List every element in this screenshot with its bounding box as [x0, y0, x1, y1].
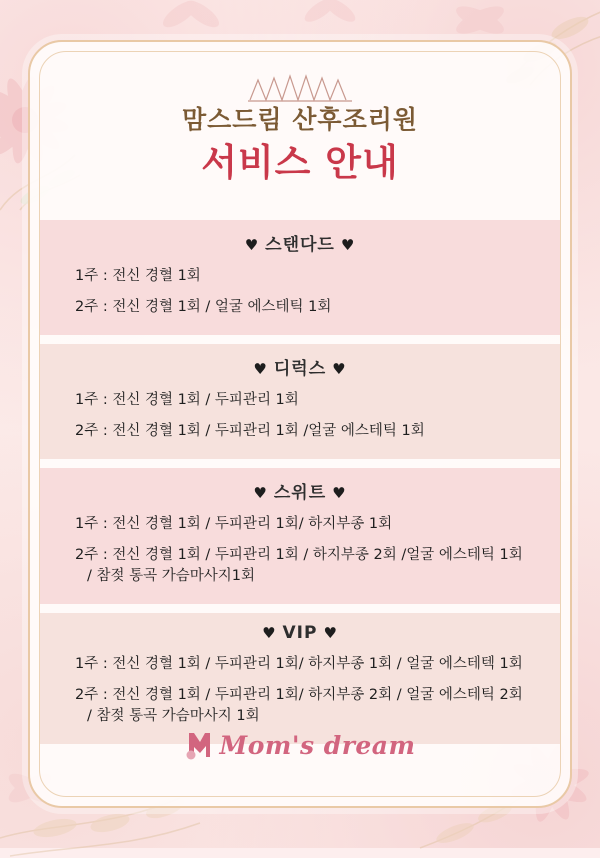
line-text: 2주 : 전신 경혈 1회 / 두피관리 1회 /얼굴 에스테틱 1회 — [75, 423, 425, 440]
section-vip-title — [40, 623, 560, 643]
line-text: 1주 : 전신 경혈 1회 / 두피관리 1회/ 하지부종 1회 — [75, 516, 393, 533]
section-title-text: VIP — [282, 623, 318, 644]
list-item — [40, 680, 560, 732]
heart-icon: ♥ — [340, 236, 356, 254]
logo-text: Mom's dream — [219, 730, 416, 760]
section-title-text: 디럭스 — [273, 359, 327, 380]
section-sweet-title — [40, 478, 560, 503]
page-title-block — [30, 104, 570, 186]
section-sweet — [40, 468, 560, 604]
service-card — [28, 40, 572, 808]
subtitle: 맘스드림 산후조리원 — [181, 105, 419, 134]
line-text: 1주 : 전신 경혈 1회 / 두피관리 1회 — [75, 392, 299, 409]
list-item — [40, 292, 560, 323]
heart-icon: ♥ — [253, 484, 268, 503]
heart-icon: ♥ — [253, 360, 268, 379]
crown-icon — [240, 70, 360, 104]
list-item — [40, 416, 560, 447]
heart-icon: ♥ — [323, 624, 338, 643]
heart-icon: ♥ — [244, 236, 260, 254]
line-text: 2주 : 전신 경혈 1회 / 두피관리 1회/ 하지부종 2회 / 얼굴 에스테틱 2회 — [75, 687, 523, 704]
page-title: 서비스 안내 — [201, 141, 399, 185]
list-item — [40, 261, 560, 292]
line-continuation: / 참젖 통곡 가슴마사지 1회 — [87, 708, 260, 725]
line-text: 1주 : 전신 경혈 1회 — [75, 268, 201, 284]
list-item — [40, 540, 560, 592]
line-continuation: / 참젖 통곡 가슴마사지1회 — [87, 568, 256, 585]
section-title-text: 스위트 — [273, 483, 327, 504]
list-item — [40, 385, 560, 416]
section-title-text: 스탠다드 — [265, 235, 335, 255]
list-item — [40, 509, 560, 540]
list-item — [40, 649, 560, 680]
line-text: 2주 : 전신 경혈 1회 / 두피관리 1회 / 하지부종 2회 /얼굴 에스테틱 1회 — [75, 547, 523, 564]
section-standard-title — [40, 230, 560, 255]
heart-icon: ♥ — [332, 360, 347, 379]
mom-logo-icon — [185, 730, 211, 760]
section-vip — [40, 613, 560, 744]
section-deluxe — [40, 344, 560, 459]
footer-logo — [30, 730, 570, 764]
sections-list — [40, 220, 560, 753]
line-text: 1주 : 전신 경혈 1회 / 두피관리 1회/ 하지부종 1회 / 얼굴 에스테텍 1회 — [75, 656, 523, 673]
heart-icon: ♥ — [332, 484, 347, 503]
section-standard — [40, 220, 560, 335]
line-text: 2주 : 전신 경혈 1회 / 얼굴 에스테틱 1회 — [75, 299, 332, 316]
heart-icon: ♥ — [262, 624, 277, 643]
section-deluxe-title — [40, 354, 560, 379]
